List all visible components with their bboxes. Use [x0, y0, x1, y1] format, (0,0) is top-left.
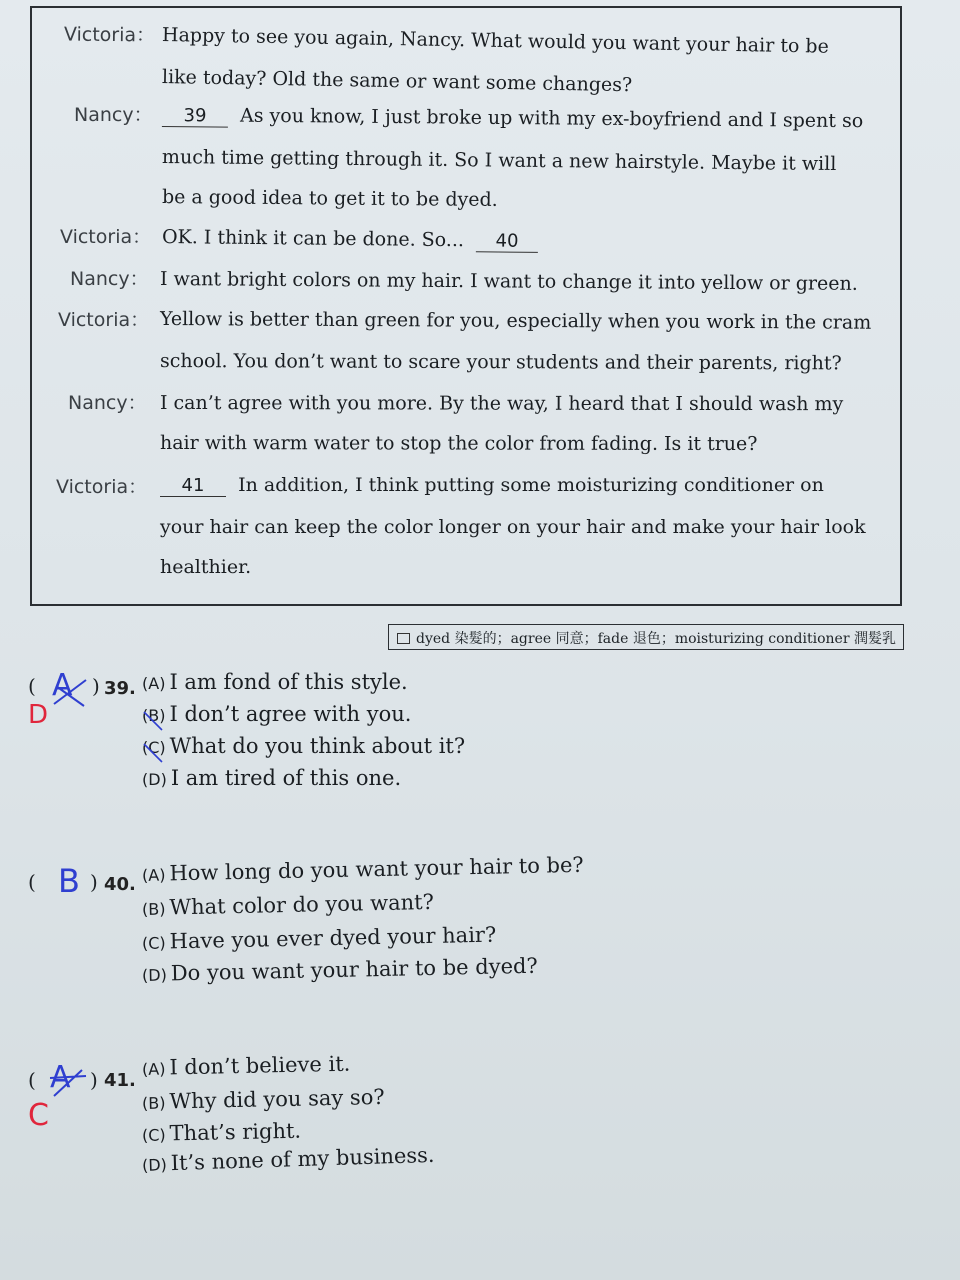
- strike-mark: [46, 1066, 90, 1100]
- answer-bracket-close: ): [90, 1068, 98, 1092]
- question-number: 39.: [104, 678, 136, 699]
- option-d: (D) I am tired of this one.: [142, 766, 402, 790]
- dialogue-line: school. You don’t want to scare your students and their parents, right?: [159, 350, 842, 375]
- answer-bracket-open: (: [28, 674, 36, 698]
- option-c: (C) What do you think about it?: [142, 734, 466, 758]
- dialogue-line: I want bright colors on my hair. I want to change it into yellow or green.: [159, 268, 858, 295]
- question-number: 41.: [104, 1070, 136, 1091]
- strike-mark: [50, 676, 90, 710]
- option-b: (B) I don’t agree with you.: [142, 702, 412, 726]
- answer-bracket-open: (: [28, 1068, 36, 1092]
- speaker-label: Nancy：: [68, 392, 147, 414]
- handwritten-answer: B: [58, 862, 80, 900]
- answer-bracket-open: (: [28, 870, 36, 894]
- handwritten-correction: D: [28, 700, 49, 730]
- speaker-label: Victoria：: [58, 309, 150, 331]
- dialogue-line-with-blank: [162, 226, 538, 253]
- handwritten-answer: A: [50, 1060, 71, 1095]
- dialogue-line: hair with warm water to stop the color from fading. Is it true?: [159, 432, 758, 456]
- dialogue-line: Happy to see you again, Nancy. What would you want your hair to be: [161, 24, 830, 58]
- dialogue-line: much time getting through it. So I want a new hairstyle. Maybe it will: [161, 146, 837, 176]
- answer-bracket-close: ): [92, 674, 100, 698]
- option-d: (D) It’s none of my business.: [141, 1142, 435, 1176]
- dialogue-text: As you know, I just broke up with my ex-boyfriend and I spent so: [239, 104, 864, 133]
- speaker-label: Nancy：: [74, 104, 153, 126]
- option-c: (C) Have you ever dyed your hair?: [141, 922, 497, 954]
- speaker-label: Victoria：: [60, 226, 152, 248]
- dialogue-line: like today? Old the same or want some changes?: [161, 66, 633, 97]
- dialogue-text: In addition, I think putting some moisturizing conditioner on: [238, 474, 824, 496]
- handwritten-correction: C: [28, 1098, 49, 1133]
- option-b: (B) What color do you want?: [141, 889, 435, 920]
- question-number: 40.: [104, 874, 136, 895]
- handwritten-answer: A: [52, 668, 73, 703]
- vocabulary-box: [388, 624, 904, 650]
- dialogue-line-with-blank: [160, 474, 824, 497]
- book-icon: [397, 633, 410, 644]
- dialogue-line: I can’t agree with you more. By the way, I heard that I should wash my: [159, 392, 844, 416]
- answer-bracket-close: ): [90, 870, 98, 894]
- speaker-label: Nancy：: [70, 268, 149, 290]
- strike-mark: [142, 710, 166, 732]
- vocabulary-text: dyed 染髮的；agree 同意；fade 退色；moisturizing conditioner 潤髮乳: [416, 631, 896, 647]
- speaker-label: Victoria：: [56, 476, 148, 498]
- blank-39: 39: [162, 105, 228, 128]
- dialogue-text: OK. I think it can be done. So...: [161, 226, 465, 252]
- option-a: (A) How long do you want your hair to be?: [141, 852, 584, 886]
- blank-40: 40: [476, 230, 538, 253]
- option-d: (D) Do you want your hair to be dyed?: [141, 953, 538, 986]
- blank-41: 41: [160, 475, 226, 497]
- option-c: (C) That’s right.: [141, 1118, 302, 1146]
- dialogue-line: your hair can keep the color longer on your hair and make your hair look: [160, 516, 866, 538]
- speaker-label: Victoria：: [63, 23, 156, 47]
- option-b: (B) Why did you say so?: [141, 1084, 385, 1114]
- strike-mark: [142, 742, 166, 764]
- dialogue-line: healthier.: [160, 556, 252, 578]
- dialogue-line: Yellow is better than green for you, especially when you work in the cram: [159, 308, 872, 334]
- option-a: (A) I am fond of this style.: [142, 670, 408, 694]
- option-a: (A) I don’t believe it.: [141, 1051, 351, 1080]
- dialogue-line: be a good idea to get it to be dyed.: [161, 186, 498, 211]
